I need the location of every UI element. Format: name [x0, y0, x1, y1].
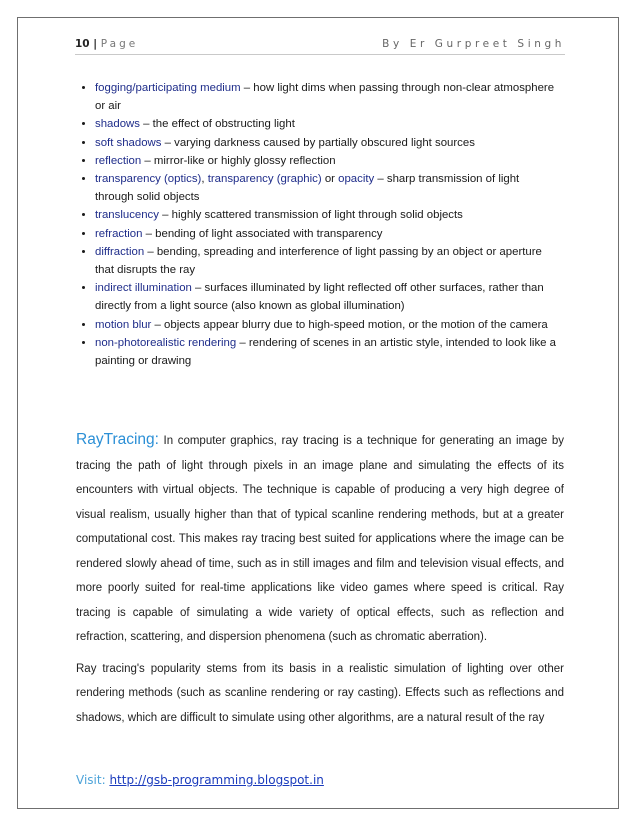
list-item — [95, 134, 560, 152]
term-link[interactable]: non-photorealistic rendering — [95, 336, 237, 349]
term-link[interactable]: opacity — [338, 173, 375, 186]
list-item — [95, 206, 560, 224]
term-link[interactable]: soft shadows — [95, 136, 162, 149]
raytracing-paragraph-1 — [76, 428, 564, 650]
list-item — [95, 334, 560, 370]
term-description: – rendering of scenes in an artistic style, intended to look like a painting or drawing — [95, 336, 556, 368]
term-description: – the effect of obstructing light — [139, 118, 295, 131]
raytracing-section — [76, 428, 564, 737]
list-item — [95, 152, 560, 170]
footer-label: Visit: — [76, 773, 110, 787]
term-description: – bending of light associated with transparency — [142, 227, 383, 240]
page-word: Page — [100, 38, 139, 50]
list-item — [95, 316, 560, 334]
term-description: – varying darkness caused by partially obscured light sources — [161, 136, 475, 149]
raytracing-text: In computer graphics, — [158, 435, 282, 447]
effects-list — [60, 79, 560, 370]
term-link[interactable]: translucency — [95, 209, 159, 222]
term-description: – how light dims when passing through non-clear atmosphere or air — [95, 82, 555, 113]
term-description: – surfaces illuminated by light reflected off other surfaces, rather than directly from a light source (also known as global illumination) — [95, 282, 544, 313]
page-number-block — [75, 38, 138, 50]
term-description: – bending, spreading and interference of light passing by an object or aperture that disrupts the ray — [95, 245, 542, 277]
term-description: – sharp transmission of light through solid objects — [95, 173, 520, 204]
term-link[interactable]: indirect illumination — [95, 282, 192, 295]
list-item — [95, 79, 560, 115]
list-item — [95, 279, 560, 315]
raytracing-text: is a technique for generating an image by tracing the path of light through pixels in an image plane and simulating the effects of its encounters with virtual objects. The technique is capable of producing a very high degree of visual realism, usually higher than that of typical scanline rendering methods, but at a greater computational cost. This makes ray tracing best suited for applications where the image can be rendered slowly ahead of time, such as in still images and film and television visual effects, and more poorly suited for real-time applications like video games where speed is critical. Ray tracing is capable of simulating a wide variety of optical effects, such as reflection and refraction, scattering, and dispersion phenomena (such as chromatic aberration). — [76, 435, 564, 643]
term-link[interactable]: transparency (graphic) — [207, 173, 322, 186]
page-footer — [76, 773, 324, 787]
author-name: By Er Gurpreet Singh — [382, 38, 565, 50]
term-link[interactable]: motion blur — [95, 318, 152, 331]
list-item — [95, 225, 560, 243]
term-separator: , — [201, 173, 208, 186]
raytracing-paragraph-2: Ray tracing's popularity stems from its basis in a realistic simulation of lighting over other rendering methods (such as scanline rendering or ray casting). Effects such as reflections and shadows, which are difficult to simulate using other algorithms, are a natural result of the ray — [76, 662, 564, 724]
list-item — [95, 243, 560, 279]
page-number: 10 — [75, 38, 90, 50]
list-item — [95, 170, 560, 206]
footer-link[interactable]: http://gsb-programming.blogspot.in — [109, 773, 324, 787]
ray-tracing-link[interactable]: ray tracing — [281, 433, 339, 447]
term-separator: or — [321, 173, 339, 186]
page-header — [75, 38, 565, 55]
term-link[interactable]: reflection — [95, 154, 142, 167]
term-link[interactable]: shadows — [95, 118, 140, 131]
term-link[interactable]: diffraction — [95, 245, 145, 258]
raytracing-heading: RayTracing: — [76, 431, 159, 448]
term-description: – highly scattered transmission of light through solid objects — [158, 209, 463, 222]
term-link[interactable]: refraction — [95, 227, 143, 240]
list-item — [95, 115, 560, 133]
term-description: – mirror-like or highly glossy reflection — [141, 154, 336, 167]
header-separator: | — [93, 38, 98, 50]
term-link[interactable]: transparency (optics) — [95, 173, 202, 186]
term-link[interactable]: fogging/participating medium — [95, 82, 241, 94]
term-description: – objects appear blurry due to high-speed motion, or the motion of the camera — [151, 318, 548, 331]
